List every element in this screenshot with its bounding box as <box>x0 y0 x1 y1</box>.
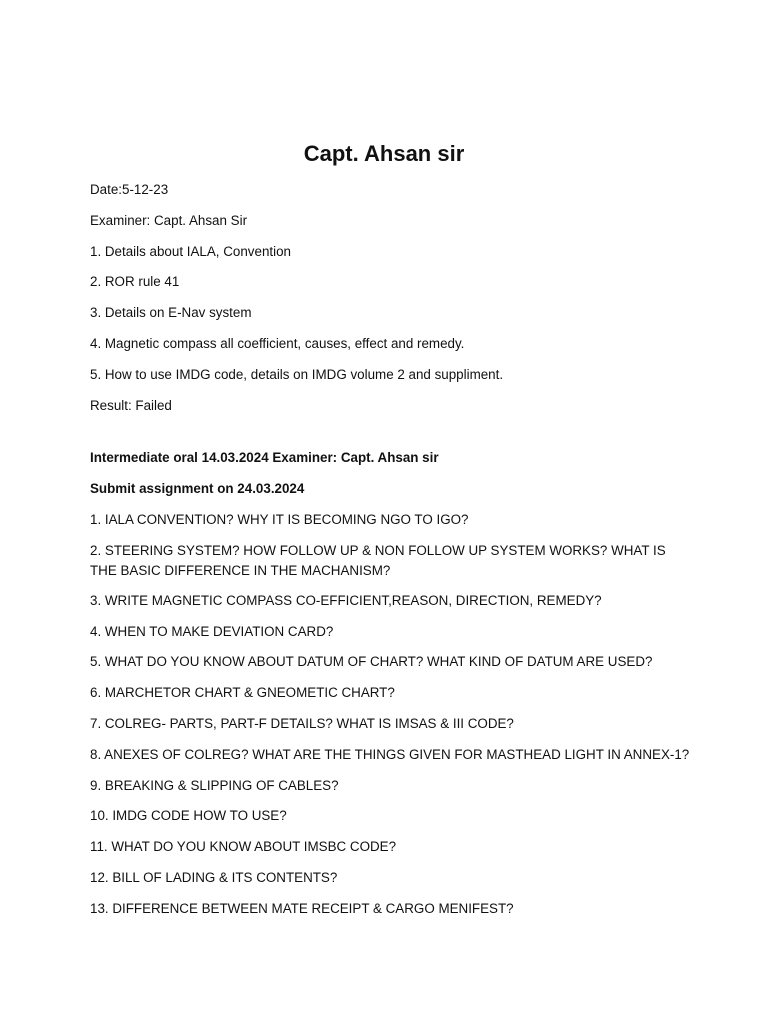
list-item: 1. Details about IALA, Convention <box>90 243 291 259</box>
question-item: 10. IMDG CODE HOW TO USE? <box>90 808 287 824</box>
question-item: 5. WHAT DO YOU KNOW ABOUT DATUM OF CHART? WHAT KIND OF DATUM ARE USED? <box>90 654 653 670</box>
question-item: 11. WHAT DO YOU KNOW ABOUT IMSBC CODE? <box>90 839 397 855</box>
question-item: 8. ANEXES OF COLREG? WHAT ARE THE THINGS GIVEN FOR MASTHEAD LIGHT IN ANNEX-1? <box>90 746 690 762</box>
question-item: 1. IALA CONVENTION? WHY IT IS BECOMING NGO TO IGO? <box>90 511 469 527</box>
question-item: 2. STEERING SYSTEM? HOW FOLLOW UP & NON FOLLOW UP SYSTEM WORKS? WHAT IS THE BASIC DIFFERENCE IN THE MACHANISM? <box>90 542 666 578</box>
document-body <box>90 180 690 930</box>
section-heading: Intermediate oral 14.03.2024 Examiner: Capt. Ahsan sir <box>90 450 439 466</box>
section-spacer <box>90 426 690 448</box>
question-item: 4. WHEN TO MAKE DEVIATION CARD? <box>90 623 334 639</box>
result-line: Result: Failed <box>90 397 172 413</box>
list-item: 2. ROR rule 41 <box>90 274 180 290</box>
list-item: 4. Magnetic compass all coefficient, causes, effect and remedy. <box>90 335 465 351</box>
question-item: 7. COLREG- PARTS, PART-F DETAILS? WHAT IS IMSAS & III CODE? <box>90 715 514 731</box>
list-item: 5. How to use IMDG code, details on IMDG volume 2 and suppliment. <box>90 366 504 382</box>
list-item: 3. Details on E-Nav system <box>90 305 252 321</box>
question-item: 12. BILL OF LADING & ITS CONTENTS? <box>90 869 338 885</box>
section-subheading: Submit assignment on 24.03.2024 <box>90 481 305 497</box>
page-title: Capt. Ahsan sir <box>303 141 465 166</box>
question-item: 9. BREAKING & SLIPPING OF CABLES? <box>90 777 339 793</box>
question-item: 3. WRITE MAGNETIC COMPASS CO-EFFICIENT,REASON, DIRECTION, REMEDY? <box>90 592 602 608</box>
question-item: 13. DIFFERENCE BETWEEN MATE RECEIPT & CARGO MENIFEST? <box>90 900 514 916</box>
date-line: Date:5-12-23 <box>90 182 169 197</box>
examiner-line: Examiner: Capt. Ahsan Sir <box>90 212 248 228</box>
question-item: 6. MARCHETOR CHART & GNEOMETIC CHART? <box>90 685 395 701</box>
